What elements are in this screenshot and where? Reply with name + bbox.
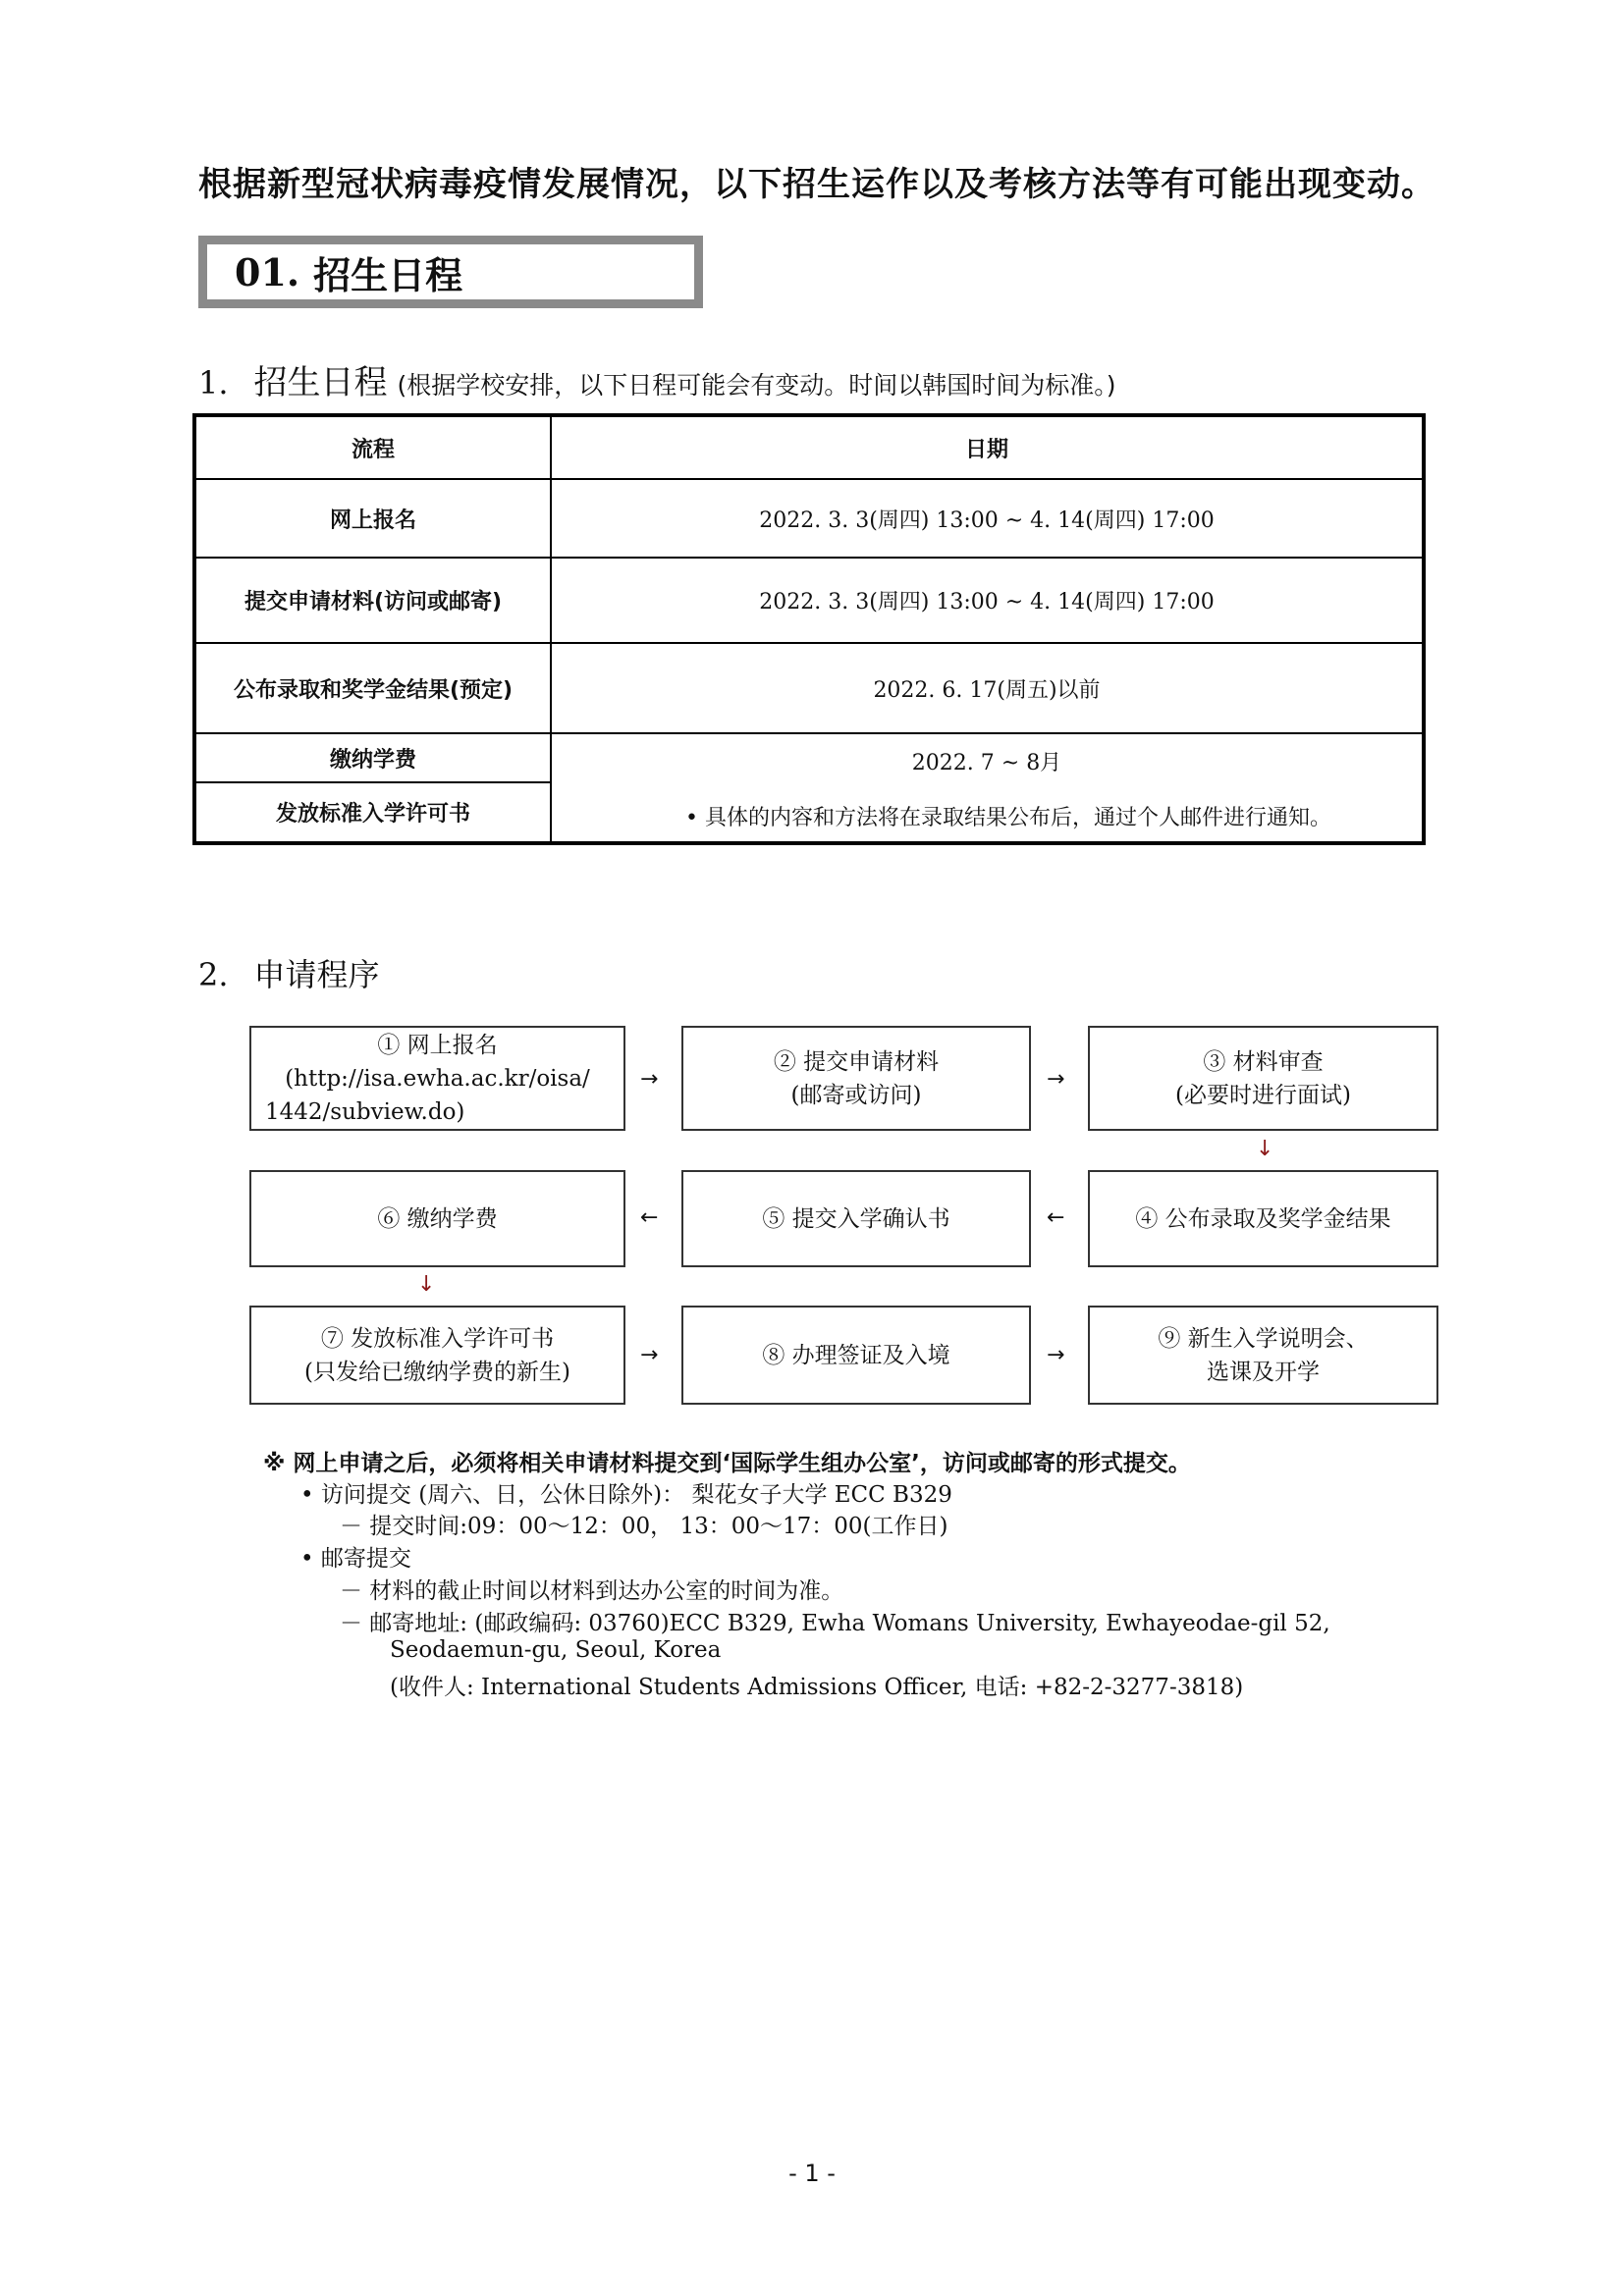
section-number: 01. (235, 249, 300, 294)
step-4-box (1088, 1170, 1438, 1267)
procedure-heading (198, 950, 380, 995)
covid-notice: 根据新型冠状病毒疫情发展情况，以下招生运作以及考核方法等有可能出现变动。 (198, 165, 1435, 204)
step-7-sub: (只发给已缴纳学费的新生) (304, 1359, 570, 1385)
visit-time-note: － 提交时间:09：00～12：00， 13：00～17：00(工作日) (340, 1514, 948, 1539)
schedule-heading (198, 355, 1116, 403)
arrow-right-icon: → (1047, 1067, 1065, 1092)
page-number: - 1 - (788, 2160, 836, 2187)
step-2-label: ② 提交申请材料 (773, 1048, 940, 1075)
mail-address-note: － 邮寄地址: (邮政编码: 03760)ECC B329, Ewha Womans University, Ewhayeodae-gil 52, (340, 1611, 1330, 1636)
table-row (194, 733, 1424, 782)
schedule-title: 招生日程 (253, 363, 388, 402)
step-cell: 发放标准入学许可书 (194, 782, 551, 843)
mail-deadline-note: － 材料的截止时间以材料到达办公室的时间为准。 (340, 1578, 844, 1604)
step-2-sub: (邮寄或访问) (790, 1082, 922, 1108)
step-1-label: ① 网上报名 (377, 1032, 498, 1058)
schedule-subtitle: (根据学校安排，以下日程可能会有变动。时间以韩国时间为标准。) (397, 371, 1116, 400)
step-7-label: ⑦ 发放标准入学许可书 (320, 1325, 555, 1352)
notify-note: • 具体的内容和方法将在录取结果公布后，通过个人邮件进行通知。 (685, 806, 1331, 830)
mail-note: • 邮寄提交 (300, 1546, 411, 1572)
step-cell: 缴纳学费 (194, 733, 551, 782)
step-9-box (1088, 1306, 1438, 1405)
procedure-title: 申请程序 (253, 956, 380, 993)
step-1-box (249, 1026, 625, 1131)
visit-note: • 访问提交 (周六、日，公休日除外)： 梨花女子大学 ECC B329 (300, 1482, 952, 1508)
header-step: 流程 (194, 415, 551, 479)
section-title: 招生日程 (313, 253, 463, 297)
schedule-number: 1. (198, 364, 229, 401)
step-3-sub: (必要时进行面试) (1175, 1082, 1351, 1108)
table-row (194, 479, 1424, 558)
section-heading (198, 236, 703, 308)
date-text: 2022. 7 ~ 8月 (911, 751, 1062, 775)
mail-address-line2: Seodaemun-gu, Seoul, Korea (390, 1637, 722, 1663)
step-8-box (681, 1306, 1031, 1405)
schedule-table (192, 413, 1426, 845)
step-6-box (249, 1170, 625, 1267)
step-5-label: ⑤ 提交入学确认书 (762, 1205, 950, 1232)
step-1-url-line1: (http://isa.ewha.ac.kr/oisa/ (285, 1065, 590, 1092)
step-3-box (1088, 1026, 1438, 1131)
date-cell: 2022. 3. 3(周四) 13:00 ~ 4. 14(周四) 17:00 (551, 558, 1424, 643)
arrow-left-icon: ← (640, 1205, 659, 1230)
header-date: 日期 (551, 415, 1424, 479)
arrow-down-icon: ↓ (1256, 1137, 1274, 1161)
arrow-left-icon: ← (1047, 1205, 1065, 1230)
date-cell: 2022. 3. 3(周四) 13:00 ~ 4. 14(周四) 17:00 (551, 479, 1424, 558)
table-row (194, 558, 1424, 643)
step-cell: 公布录取和奖学金结果(预定) (194, 643, 551, 733)
step-6-label: ⑥ 缴纳学费 (377, 1205, 498, 1232)
mail-recipient-note: (收件人: International Students Admissions Officer, 电话: +82-2-3277-3818) (390, 1675, 1244, 1700)
arrow-right-icon: → (640, 1067, 659, 1092)
step-9-sub: 选课及开学 (1207, 1359, 1320, 1385)
step-9-label: ⑨ 新生入学说明会、 (1158, 1325, 1369, 1352)
step-3-label: ③ 材料审查 (1203, 1048, 1324, 1075)
submission-note-title: ※ 网上申请之后，必须将相关申请材料提交到‘国际学生组办公室’，访问或邮寄的形式提交。 (263, 1451, 1191, 1476)
arrow-down-icon: ↓ (417, 1272, 436, 1297)
table-row (194, 643, 1424, 733)
arrow-right-icon: → (1047, 1343, 1065, 1367)
table-header-row (194, 415, 1424, 479)
date-cell: 2022. 6. 17(周五)以前 (551, 643, 1424, 733)
step-5-box (681, 1170, 1031, 1267)
step-2-box (681, 1026, 1031, 1131)
step-cell: 提交申请材料(访问或邮寄) (194, 558, 551, 643)
procedure-number: 2. (198, 956, 229, 993)
step-7-box (249, 1306, 625, 1405)
step-4-label: ④ 公布录取及奖学金结果 (1135, 1205, 1391, 1232)
arrow-right-icon: → (640, 1343, 659, 1367)
step-1-url-line2: 1442/subview.do) (265, 1098, 465, 1125)
merged-date-cell (551, 733, 1424, 843)
step-cell: 网上报名 (194, 479, 551, 558)
step-8-label: ⑧ 办理签证及入境 (762, 1342, 950, 1368)
